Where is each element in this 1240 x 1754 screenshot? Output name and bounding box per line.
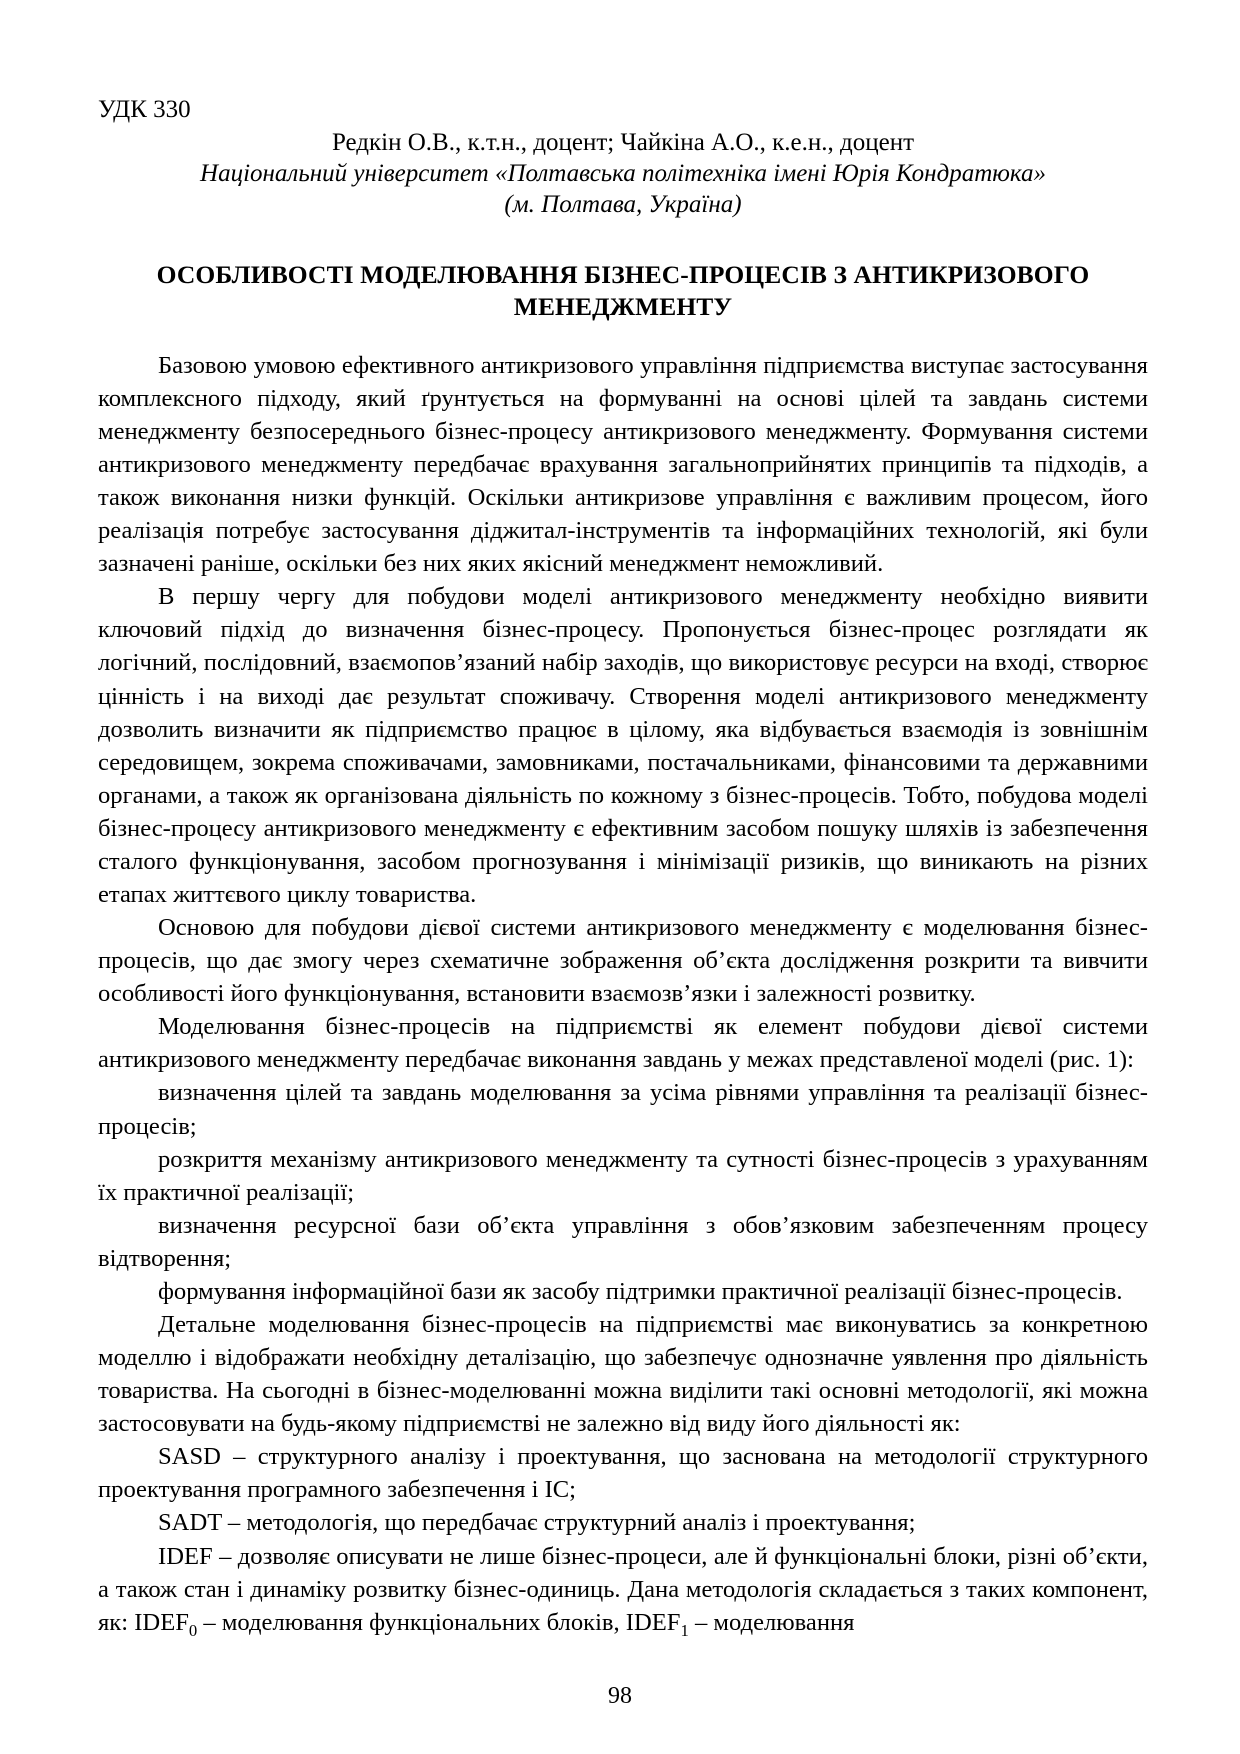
paragraph: В першу чергу для побудови моделі антикризового менеджменту необхідно виявити ключовий підхід до визначення бізнес-процесу. Пропонується бізнес-процес розглядати як логічний, послідовний, взаємопов’язаний набір заходів, що використовує ресурси на вході, створює цінність і на виході дає результат споживачу. Створення моделі антикризового менеджменту дозволить визначити як підприємство працює в цілому, яка відбувається взаємодія із зовнішнім середовищем, зокрема споживачами, замовниками, постачальниками, фінансовими та державними органами, а також як організована діяльність по кожному з бізнес-процесів. Тобто, побудова моделі бізнес-процесу антикризового менеджменту є ефективним засобом пошуку шляхів із забезпечення сталого функціонування, засобом прогнозування і мінімізації ризиків, що виникають на різних етапах життєвого циклу товариства. <box>98 583 1148 908</box>
idef-text-a: IDEF – дозволяє описувати не лише бізнес-процеси, але й функціональні блоки, різні об’єкти, а також стан і динаміку розвитку бізнес-одиниць. Дана методологія складається з таких компонент, як: IDEF <box>98 1542 1148 1636</box>
authors-line: Редкін О.В., к.т.н., доцент; Чайкіна А.О., к.е.н., доцент <box>331 128 915 156</box>
udk-code: УДК 330 <box>98 96 191 123</box>
idef-subscript-1: 1 <box>680 1620 689 1640</box>
paragraph: Базовою умовою ефективного антикризового управління підприємства виступає застосування комплексного підходу, який ґрунтується на формуванні на основі цілей та завдань системи менеджменту безпосереднього бізнес-процесу антикризового менеджменту. Формування системи антикризового менеджменту передбачає врахування загальноприйнятих принципів та підходів, а також виконання низки функцій. Оскільки антикризове управління є важливим процесом, його реалізація потребує застосування діджитал-інструментів та інформаційних технологій, які були зазначені раніше, оскільки без них яких якісний менеджмент неможливий. <box>98 351 1148 578</box>
list-item: формування інформаційної бази як засобу підтримки практичної реалізації бізнес-процесів. <box>158 1277 1123 1305</box>
list-item: визначення цілей та завдань моделювання за усіма рівнями управління та реалізації бізнес-процесів; <box>98 1079 1148 1140</box>
idef-text-c: – моделювання <box>688 1608 855 1636</box>
idef-text-b: – моделювання функціональних блоків, IDEF <box>197 1608 681 1636</box>
body-text <box>98 349 1148 1639</box>
page-number: 98 <box>608 1683 632 1709</box>
city-line: (м. Полтава, Україна) <box>504 191 742 219</box>
list-item: визначення ресурсної бази об’єкта управління з обов’язковим забезпеченням процесу відтворення; <box>98 1211 1148 1272</box>
idef-subscript-0: 0 <box>188 1620 198 1640</box>
list-item: SADT – методологія, що передбачає структурний аналіз і проектування; <box>158 1509 916 1537</box>
paragraph: Основою для побудови дієвої системи антикризового менеджменту є моделювання бізнес-процесів, що дає змогу через схематичне зображення об’єкта дослідження розкрити та вивчити особливості його функціонування, встановити взаємозв’язки і залежності розвитку. <box>98 914 1148 1008</box>
page-title: ОСОБЛИВОСТІ МОДЕЛЮВАННЯ БІЗНЕС-ПРОЦЕСІВ З АНТИКРИЗОВОГО МЕНЕДЖМЕНТУ <box>156 259 1090 321</box>
list-item-idef <box>98 1540 1148 1639</box>
list-item: розкриття механізму антикризового менеджменту та сутності бізнес-процесів з урахуванням їх практичної реалізації; <box>98 1145 1148 1206</box>
paragraph: Моделювання бізнес-процесів на підприємстві як елемент побудови дієвої системи антикризового менеджменту передбачає виконання завдань у межах представленої моделі (рис. 1): <box>98 1013 1148 1074</box>
paragraph: Детальне моделювання бізнес-процесів на підприємстві має виконуватись за конкретною моделлю і відображати необхідну деталізацію, що забезпечує однозначне уявлення про діяльність товариства. На сьогодні в бізнес-моделюванні можна виділити такі основні методології, які можна застосовувати на будь-якому підприємстві не залежно від виду його діяльності як: <box>98 1311 1148 1438</box>
affiliation-line: Національний університет «Полтавська політехніка імені Юрія Кондратюка» <box>200 160 1046 187</box>
list-item: SASD – структурного аналізу і проектування, що заснована на методології структурного проектування програмного забезпечення і ІС; <box>98 1443 1148 1504</box>
